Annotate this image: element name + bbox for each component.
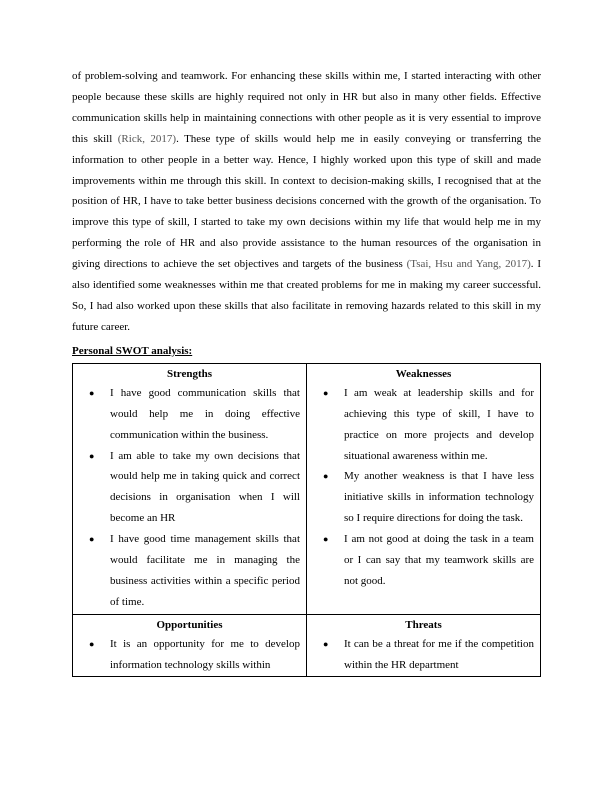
bullet-icon: ● [89,638,95,649]
bullet-icon: ● [89,387,95,398]
list-item-text: My another weakness is that I have less initiative skills in information technology so I require directions for doing the task. [344,470,534,525]
list-item-text: It is an opportunity for me to develop information technology skills within [110,637,300,671]
citation-tsai: (Tsai, Hsu and Yang, 2017) [406,258,531,271]
list-item-text: I am not good at doing the task in a team or I can say that my teamwork skills are not good. [344,533,534,587]
list-item [313,529,534,592]
citation-rick: (Rick, 2017) [117,132,177,145]
weaknesses-list [313,383,534,592]
list-item-text: It can be a threat for me if the competition within the HR department [344,637,534,671]
list-item [79,634,300,676]
bullet-icon: ● [89,450,95,461]
list-item [79,383,300,446]
swot-heading: Personal SWOT analysis: [72,344,193,357]
intro-text-3: . I also identified some weaknesses within me that created problems for me in making my career successful. So, I had also worked upon these skills that also facilitate in removing hazards related to this skill in my future career. [72,258,541,333]
bullet-icon: ● [323,387,329,398]
opportunities-list [79,634,300,676]
list-item [313,634,534,676]
list-item-text: I am able to take my own decisions that would help me in taking quick and correct decisions in organisation when I will become an HR [110,449,300,525]
list-item [313,466,534,529]
intro-text-1: of problem-solving and teamwork. For enhancing these skills within me, I started interacting with other people because these skills are highly required not only in HR but also in many other fields. Effective communication skills help in maintaining connections with other people as it is very essential to improve this skill [72,70,541,145]
swot-table [72,363,541,677]
list-item-text: I am weak at leadership skills and for achieving this type of skill, I have to practice on more projects and develop situational awareness within me. [344,386,534,462]
intro-paragraph [72,66,541,338]
document-page [72,66,541,677]
bullet-icon: ● [323,471,329,482]
swot-row-top [73,363,541,614]
list-item-text: I have good time management skills that would facilitate me in managing the business activities within a specific period of time. [110,533,300,608]
list-item [79,446,300,530]
opportunities-title: Opportunities [156,618,223,631]
swot-row-bottom [73,614,541,676]
strengths-list [79,383,300,613]
bullet-icon: ● [323,638,329,649]
threats-cell [307,614,541,676]
strengths-cell [73,363,307,614]
bullet-icon: ● [323,534,329,545]
weaknesses-cell [307,363,541,614]
list-item [79,529,300,613]
strengths-title: Strengths [166,367,213,380]
intro-text-2: . These type of skills would help me in easily conveying or transferring the information to other people in a better way. Hence, I highly worked upon this type of skill and made improvements within me through this skill. In context to decision-making skills, I recognised that at the position of HR, I have to take better business decisions concerned with the growth of the organisation. To improve this type of skill, I started to take my own decisions within my life that would help me in my performing the role of HR and also provide assistance to the human resources of the organisation in giving directions to achieve the set objectives and targets of the business [72,132,541,271]
opportunities-cell [73,614,307,676]
threats-title: Threats [405,618,442,631]
weaknesses-title: Weaknesses [395,367,452,380]
list-item-text: I have good communication skills that would help me in doing effective communication within the business. [110,386,300,441]
bullet-icon: ● [89,534,95,545]
threats-list [313,634,534,676]
list-item [313,383,534,467]
